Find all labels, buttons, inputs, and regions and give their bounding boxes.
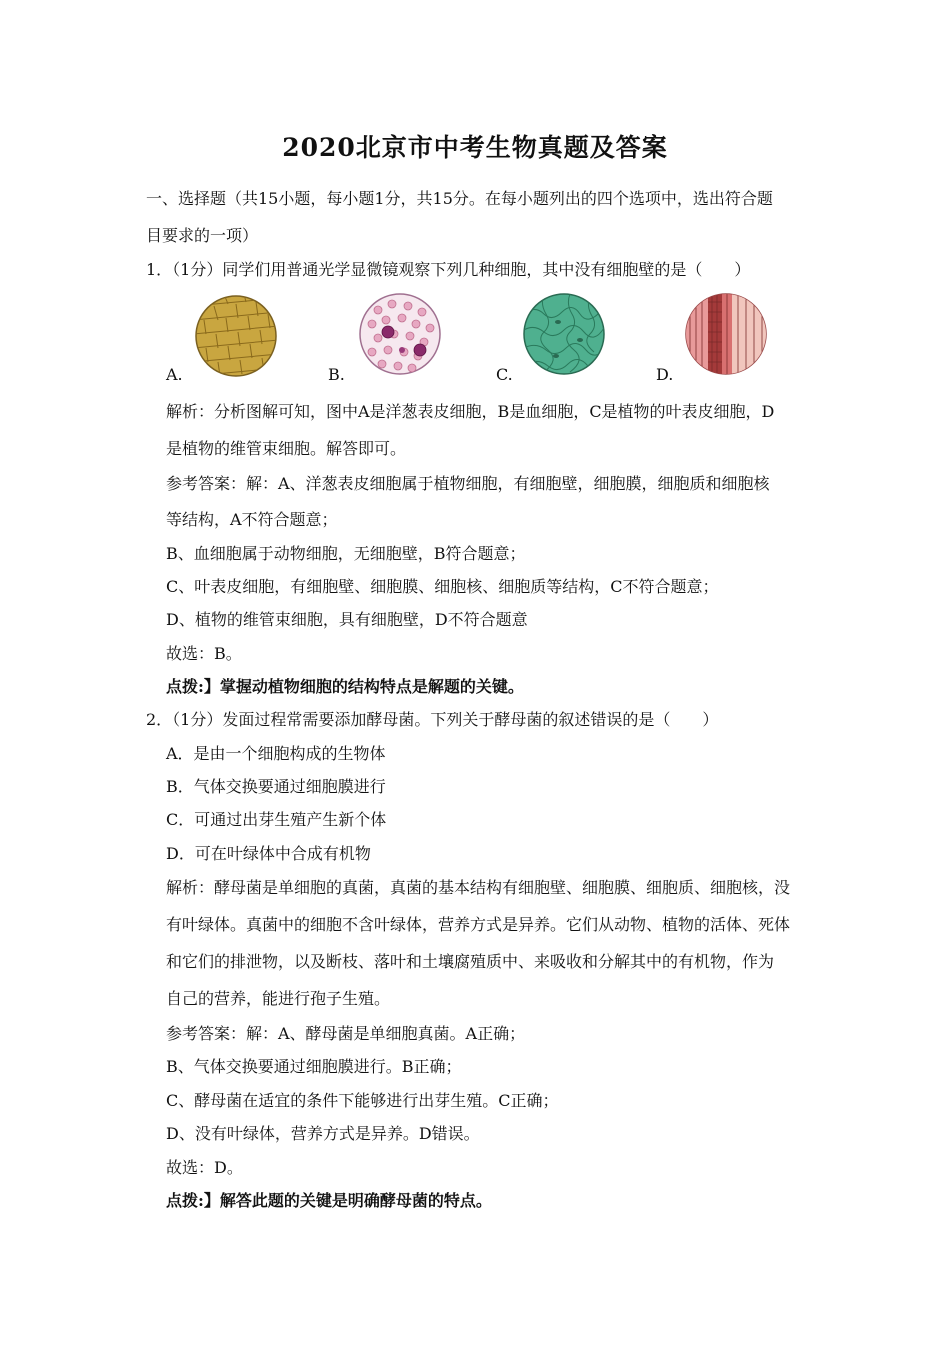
q1-tip: 点拨:】掌握动植物细胞的结构特点是解题的关键。: [166, 677, 524, 696]
q2-answer-line-1: 参考答案：解：A、酵母菌是单细胞真菌。A正确；: [166, 1024, 526, 1043]
blood-cell-image: [358, 292, 442, 376]
section-heading-line-1: 一、选择题（共15小题，每小题1分，共15分。在每小题列出的四个选项中，选出符合题: [146, 189, 773, 208]
q1-analysis-line-1: 解析：分析图解可知，图中A是洋葱表皮细胞，B是血细胞，C是植物的叶表皮细胞，D: [166, 402, 775, 421]
q1-answer-line-5: D、植物的维管束细胞，具有细胞壁，D不符合题意: [166, 610, 528, 629]
option-a-label: A.: [166, 365, 183, 384]
q1-answer-line-1: 参考答案：解：A、洋葱表皮细胞属于植物细胞，有细胞壁，细胞膜，细胞质和细胞核: [166, 474, 770, 493]
q2-tip: 点拨:】解答此题的关键是明确酵母菌的特点。: [166, 1191, 492, 1210]
q2-option-a: A．是由一个细胞构成的生物体: [166, 744, 386, 763]
section-heading-line-2: 目要求的一项）: [146, 226, 259, 245]
q2-answer-line-3: C、酵母菌在适宜的条件下能够进行出芽生殖。C正确；: [166, 1091, 559, 1110]
q1-analysis-line-2: 是植物的维管束细胞。解答即可。: [166, 439, 407, 458]
q2-choice: 故选：D。: [166, 1158, 243, 1177]
option-c-label: C.: [496, 365, 513, 384]
q1-choice: 故选：B。: [166, 644, 242, 663]
q1-answer-line-2: 等结构，A不符合题意；: [166, 510, 338, 529]
q1-answer-line-4: C、叶表皮细胞，有细胞壁、细胞膜、细胞核、细胞质等结构，C不符合题意；: [166, 577, 719, 596]
page-title: 2020北京市中考生物真题及答案: [282, 133, 668, 162]
vascular-bundle-cell-image: [684, 292, 768, 376]
q2-analysis-line-3: 和它们的排泄物，以及断枝、落叶和土壤腐殖质中、来吸收和分解其中的有机物，作为: [166, 952, 775, 971]
option-d-label: D.: [656, 365, 674, 384]
option-b-label: B.: [328, 365, 345, 384]
q2-answer-line-2: B、气体交换要通过细胞膜进行。B正确；: [166, 1057, 462, 1076]
q2-analysis-line-2: 有叶绿体。真菌中的细胞不含叶绿体，营养方式是异养。它们从动物、植物的活体、死体: [166, 915, 791, 934]
q2-answer-line-4: D、没有叶绿体，营养方式是异养。D错误。: [166, 1124, 480, 1143]
q1-answer-line-3: B、血细胞属于动物细胞，无细胞壁，B符合题意；: [166, 544, 526, 563]
question-1-stem: 1．（1分）同学们用普通光学显微镜观察下列几种细胞，其中没有细胞壁的是（ ）: [146, 260, 751, 279]
onion-epidermis-cell-image: [194, 294, 278, 378]
leaf-epidermis-cell-image: [522, 292, 606, 376]
q2-option-b: B．气体交换要通过细胞膜进行: [166, 777, 386, 796]
q2-option-c: C．可通过出芽生殖产生新个体: [166, 810, 387, 829]
q2-option-d: D．可在叶绿体中合成有机物: [166, 844, 371, 863]
q2-analysis-line-1: 解析：酵母菌是单细胞的真菌，真菌的基本结构有细胞壁、细胞膜、细胞质、细胞核，没: [166, 878, 791, 897]
question-2-stem: 2．（1分）发面过程常需要添加酵母菌。下列关于酵母菌的叙述错误的是（ ）: [146, 710, 719, 729]
q2-analysis-line-4: 自己的营养，能进行孢子生殖。: [166, 989, 391, 1008]
